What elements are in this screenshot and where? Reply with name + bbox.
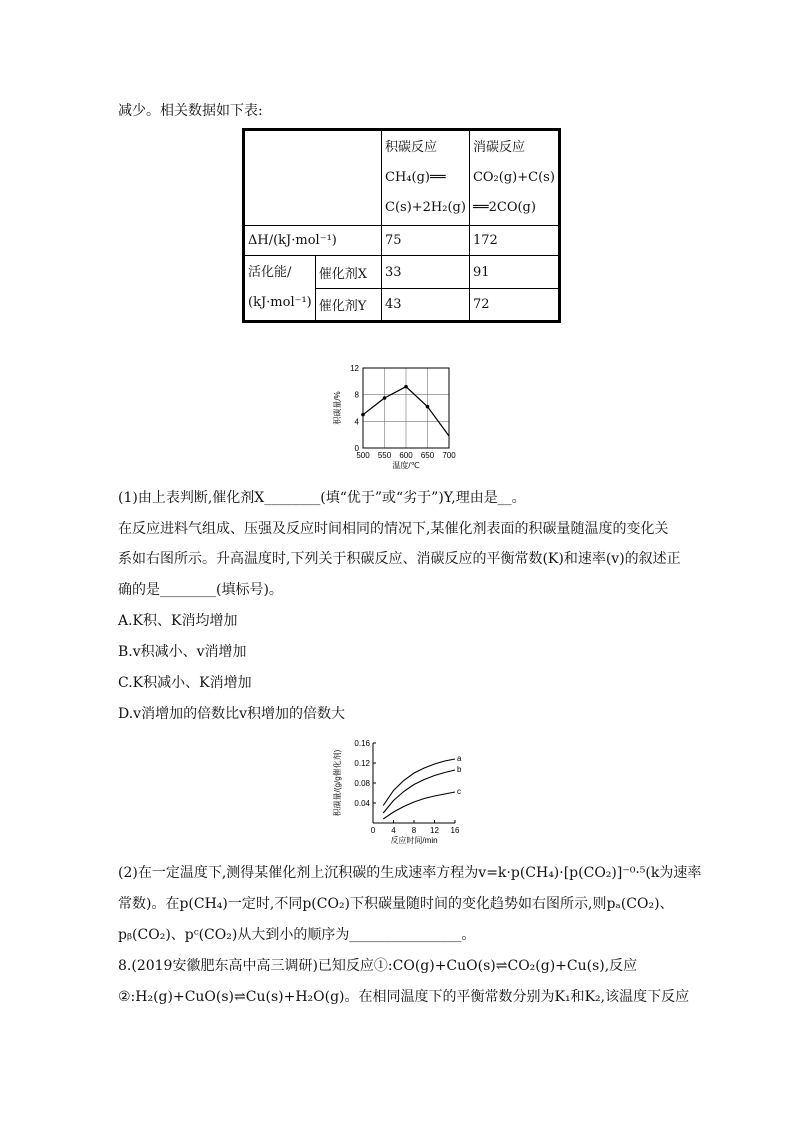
y-tick-label: 0.12	[354, 759, 370, 768]
y-tick-label: 0	[354, 444, 359, 453]
y-tick-label: 8	[354, 390, 359, 400]
data-point	[426, 405, 430, 409]
y-axis-label: 积碳量/%	[333, 391, 342, 425]
y-tick-label: 4	[354, 417, 359, 427]
question-1-text-c: 确的是________(填标号)。	[118, 582, 283, 598]
data-point	[404, 385, 408, 389]
x-tick-label: 700	[442, 451, 456, 460]
option-b: B.v积减小、v消增加	[118, 644, 247, 660]
ea-label: 活化能/ (kJ·mol⁻¹)	[244, 256, 316, 322]
intro-text: 减少。相关数据如下表:	[118, 103, 263, 119]
cat-y-value-2: 72	[469, 289, 559, 322]
question-1-text-a: 在反应进料气组成、压强及反应时间相同的情况下,某催化剂表面的积碳量随温度的变化关	[118, 521, 669, 537]
x-tick-label: 0	[370, 826, 376, 835]
question-8-text-a: 8.(2019安徽肥东高中高三调研)已知反应①:CO(g)+CuO(s)⇌CO₂(g)+Cu(s),反应	[118, 958, 638, 974]
option-a: A.K积、K消均增加	[118, 613, 238, 629]
series-label-b: b	[457, 765, 462, 774]
y-tick-label: 12	[350, 364, 359, 373]
series-line-c	[383, 792, 455, 819]
header-deposition: 积碳反应 CH₄(g)══ C(s)+2H₂(g)	[382, 130, 470, 226]
question-2-text-b: 常数)。在p(CH₄)一定时,不同p(CO₂)下积碳量随时间的变化趋势如右图所示,则pₐ(CO₂)、	[118, 896, 674, 912]
series-label-a: a	[457, 754, 462, 763]
data-point	[383, 396, 387, 400]
question-8-text-b: ②:H₂(g)+CuO(s)⇌Cu(s)+H₂O(g)。在相同温度下的平衡常数分别为K₁和K₂,该温度下反应	[118, 989, 690, 1005]
temperature-chart	[328, 360, 468, 475]
option-c: C.K积减小、K消增加	[118, 675, 252, 691]
x-tick-label: 4	[391, 826, 396, 835]
data-point	[361, 413, 365, 417]
x-tick-label: 600	[399, 451, 413, 460]
cat-x-value-2: 91	[469, 256, 559, 289]
y-tick-label: 0.08	[354, 779, 370, 788]
question-2-text-a: (2)在一定温度下,测得某催化剂上沉积碳的生成速率方程为v=k·p(CH₄)·[p(CO₂)]⁻⁰·⁵(k为速率	[118, 865, 702, 881]
cat-y-value-1: 43	[382, 289, 470, 322]
data-table	[242, 128, 561, 323]
cat-x-value-1: 33	[382, 256, 470, 289]
table-corner	[244, 130, 382, 226]
y-tick-label: 0.16	[354, 739, 370, 748]
dh-value-1: 75	[382, 226, 470, 256]
y-tick-label: 0.04	[354, 799, 370, 808]
x-tick-label: 650	[420, 451, 435, 460]
dh-label: ΔH/(kJ·mol⁻¹)	[244, 226, 382, 256]
dh-value-2: 172	[469, 226, 559, 256]
x-tick-label: 500	[356, 451, 370, 460]
header-elimination: 消碳反应 CO₂(g)+C(s) ══2CO(g)	[469, 130, 559, 226]
question-2-text-c: pᵦ(CO₂)、pᶜ(CO₂)从大到小的顺序为________________。	[118, 927, 476, 943]
question-1-text-b: 系如右图所示。升高温度时,下列关于积碳反应、消碳反应的平衡常数(K)和速率(v)的叙述正	[118, 551, 681, 567]
x-tick-label: 12	[430, 826, 439, 835]
question-1: (1)由上表判断,催化剂X________(填“优于”或“劣于”)Y,理由是__。	[118, 490, 526, 506]
cat-x-label: 催化剂X	[315, 256, 381, 289]
cat-y-label: 催化剂Y	[315, 289, 381, 322]
series-label-c: c	[457, 787, 461, 796]
series-line-b	[383, 770, 455, 813]
time-chart	[328, 735, 468, 850]
x-tick-label: 16	[450, 826, 460, 835]
x-axis-label: 反应时间/min	[390, 836, 438, 845]
y-axis-label: 积碳量/(g/g催化剂)	[333, 749, 342, 817]
x-tick-label: 550	[377, 451, 392, 460]
x-axis-label: 温度/℃	[392, 461, 420, 470]
x-tick-label: 8	[411, 826, 417, 835]
option-d: D.v消增加的倍数比v积增加的倍数大	[118, 706, 345, 722]
